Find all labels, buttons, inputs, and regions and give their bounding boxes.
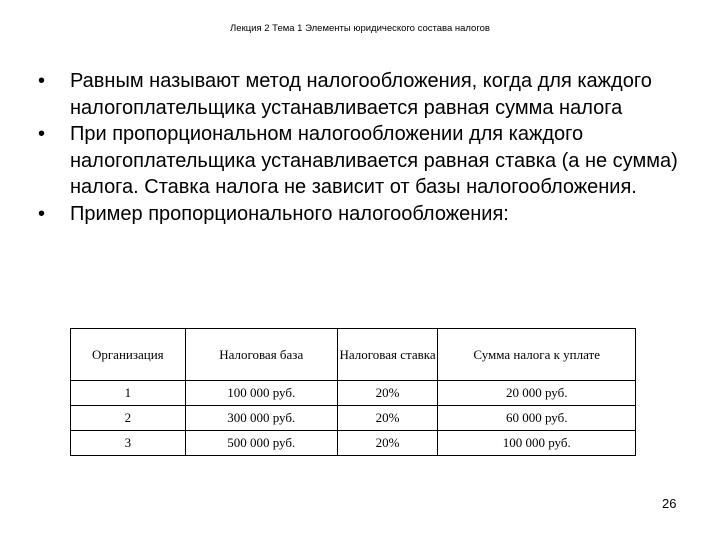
bullet-item — [38, 121, 698, 201]
table-cell: 20% — [337, 381, 438, 406]
table-cell: 20% — [337, 431, 438, 456]
column-header-organization: Организация — [71, 329, 186, 381]
bullet-item — [38, 68, 698, 121]
table-row — [71, 431, 636, 456]
table-cell: 500 000 руб. — [185, 431, 337, 456]
bullet-item — [38, 201, 698, 228]
bullet-list — [38, 68, 698, 227]
table-cell: 20 000 руб. — [438, 381, 636, 406]
tax-example-table — [70, 328, 636, 456]
column-header-tax-rate: Налоговая ставка — [337, 329, 438, 381]
bullet-text: Пример пропорционального налогообложения: — [70, 202, 509, 225]
table-row — [71, 406, 636, 431]
slide-header: Лекция 2 Тема 1 Элементы юридического состава налогов — [230, 23, 490, 34]
page-number: 26 — [662, 496, 677, 511]
table-header-row — [71, 329, 636, 381]
bullet-marker: • — [38, 202, 46, 225]
bullet-marker: • — [38, 123, 46, 145]
table-cell: 1 — [71, 381, 186, 406]
bullet-text: Равным называют метод налогообложения, когда для каждого налогоплательщика устанавливается равная сумма налога — [70, 70, 652, 119]
column-header-tax-amount: Сумма налога к уплате — [438, 329, 636, 381]
table-cell: 20% — [337, 406, 438, 431]
table-cell: 60 000 руб. — [438, 406, 636, 431]
column-header-tax-base: Налоговая база — [185, 329, 337, 381]
table-row — [71, 381, 636, 406]
table-cell: 300 000 руб. — [185, 406, 337, 431]
bullet-marker: • — [38, 70, 46, 92]
table-cell: 100 000 руб. — [438, 431, 636, 456]
table-cell: 100 000 руб. — [185, 381, 337, 406]
bullet-text: При пропорциональном налогообложении для каждого налогоплательщика устанавливается равная ставка (а не сумма) налога. Ставка налога не зависит от базы налогообложения. — [70, 123, 678, 198]
table-cell: 2 — [71, 406, 186, 431]
table-cell: 3 — [71, 431, 186, 456]
